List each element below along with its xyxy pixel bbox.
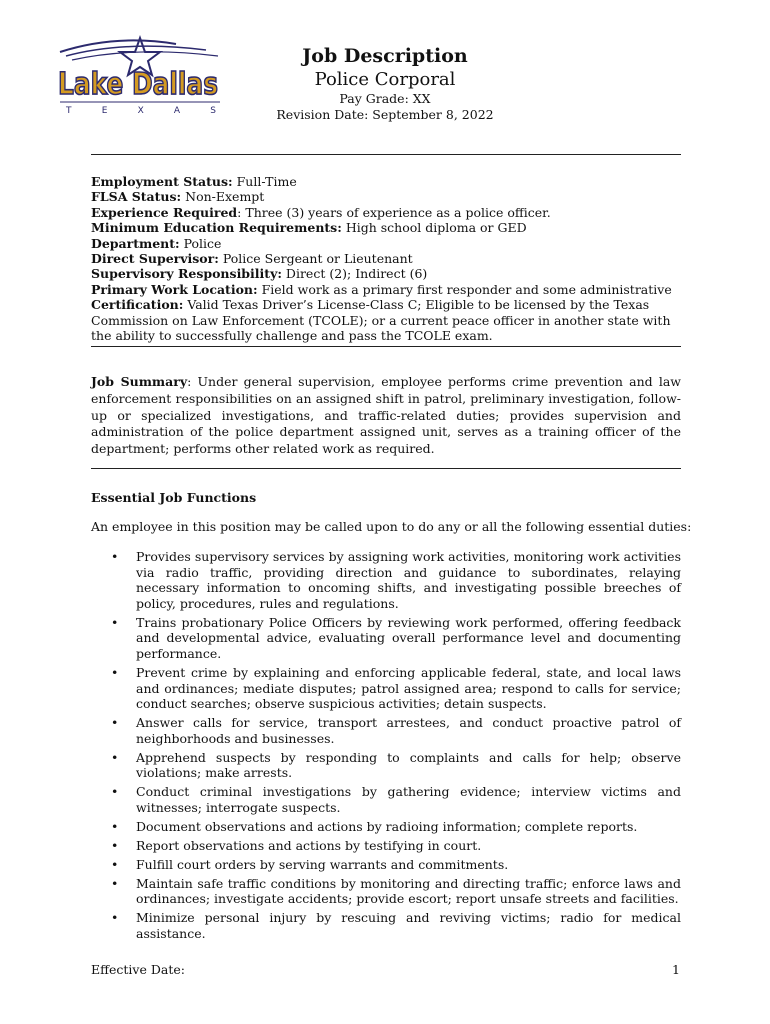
job-summary: Job Summary: Under general supervision, employee performs crime prevention and law enforcement responsibilities on an assigned shift in patrol, preliminary investigation, follow-up or specialized investigations, and traffic-related duties; provides supervision and administration of the police department assigned unit, serves as a training officer of the department; performs other related work as required. xyxy=(91,374,681,457)
bullet-icon: • xyxy=(111,856,119,872)
list-item: • Fulfill court orders by serving warrants and commitments. xyxy=(111,856,509,872)
department: Department: Police xyxy=(91,235,222,251)
list-item: • Minimize personal injury by rescuing and reviving victims; radio for medical assistance. xyxy=(111,910,681,941)
bullet-icon: • xyxy=(111,875,119,891)
education-requirements: Minimum Education Requirements: High school diploma or GED xyxy=(91,220,527,236)
list-item: • Answer calls for service, transport arrestees, and conduct proactive patrol of neighborhoods and businesses. xyxy=(111,715,681,746)
bullet-icon: • xyxy=(111,837,119,853)
divider xyxy=(91,346,681,347)
divider xyxy=(91,154,681,155)
job-title: Police Corporal xyxy=(314,69,456,90)
list-item: • Prevent crime by explaining and enforcing applicable federal, state, and local laws and ordinances; mediate disputes; patrol assigned area; respond to calls for service; conduct searches; observe suspicious activities; detain suspects. xyxy=(111,664,681,712)
bullet-icon: • xyxy=(111,749,119,765)
list-item: • Provides supervisory services by assigning work activities, monitoring work activities via radio traffic, providing direction and guidance to subordinates, relaying necessary information to oncoming shifts, and investigating possible breeches of policy, procedures, rules and regulations. xyxy=(111,549,681,611)
list-item: • Document observations and actions by radioing information; complete reports. xyxy=(111,818,638,834)
header-block xyxy=(235,44,535,123)
bullet-icon: • xyxy=(111,664,119,680)
svg-text:Lake Dallas: Lake Dallas xyxy=(58,67,218,102)
job-info-block xyxy=(91,174,681,343)
page-number: 1 xyxy=(672,962,680,977)
bullet-icon: • xyxy=(111,818,119,834)
list-item: • Trains probationary Police Officers by reviewing work performed, offering feedback and developmental advice, evaluating overall performance level and documenting performance. xyxy=(111,614,681,661)
lake-dallas-logo xyxy=(56,36,224,118)
revision-date: Revision Date: September 8, 2022 xyxy=(276,107,494,122)
bullet-icon: • xyxy=(111,614,119,630)
list-item: • Report observations and actions by testifying in court. xyxy=(111,837,482,853)
document-title: Job Description xyxy=(302,45,468,67)
supervisory-responsibility: Supervisory Responsibility: Direct (2); Indirect (6) xyxy=(91,266,428,282)
bullet-icon: • xyxy=(111,784,119,800)
bullet-icon: • xyxy=(111,715,119,731)
bullet-icon: • xyxy=(111,549,119,564)
primary-work-location: Primary Work Location: Field work as a primary first responder and some administrative xyxy=(91,281,672,297)
certification: Certification: Valid Texas Driver’s License-Class C; Eligible to be licensed by the Texas Commission on Law Enforcement (TCOLE); or a current peace officer in another state with the ability to successfully challenge and pass the TCOLE exam. xyxy=(91,297,671,344)
experience-required: Experience Required: Three (3) years of experience as a police officer. xyxy=(91,204,551,220)
direct-supervisor: Direct Supervisor: Police Sergeant or Lieutenant xyxy=(91,251,413,267)
svg-text:T E X A S: T E X A S xyxy=(66,106,216,116)
functions-intro: An employee in this position may be called upon to do any or all the following essential duties: xyxy=(91,519,692,534)
list-item: • Maintain safe traffic conditions by monitoring and directing traffic; enforce laws and ordinances; investigate accidents; provide escort; report unsafe streets and facilities. xyxy=(111,875,681,907)
pay-grade: Pay Grade: XX xyxy=(339,91,431,106)
employment-status: Employment Status: Full-Time xyxy=(91,174,297,189)
section-heading: Essential Job Functions xyxy=(91,490,257,505)
list-item: • Apprehend suspects by responding to complaints and calls for help; observe violations; make arrests. xyxy=(111,749,681,781)
divider xyxy=(91,468,681,469)
list-item: • Conduct criminal investigations by gathering evidence; interview victims and witnesses; interrogate suspects. xyxy=(111,784,681,815)
effective-date: Effective Date: xyxy=(91,962,185,977)
flsa-status: FLSA Status: Non-Exempt xyxy=(91,189,265,205)
bullet-icon: • xyxy=(111,910,119,926)
duties-list xyxy=(91,549,681,945)
